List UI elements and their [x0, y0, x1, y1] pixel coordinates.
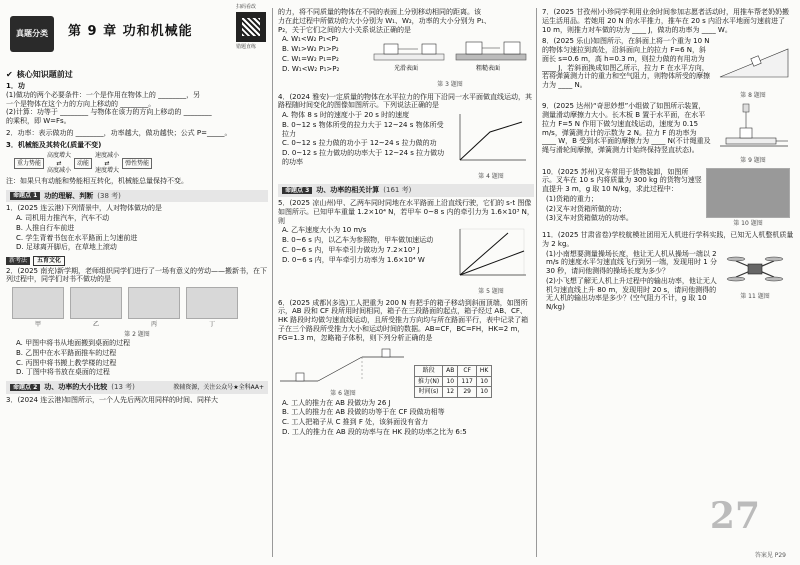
question-4: 4．(2024 雅安)一定质量的物体在水平拉力的作用下沿同一水平面做直线运动，其路程随时间变化的图像如图所示。下列说法正确的是	[278, 92, 532, 110]
table-header: CF	[458, 366, 476, 377]
table-row: 时间(s) 12 29 10	[415, 387, 492, 398]
option: D. 0~12 s 拉力做功的功率大于 12~24 s 拉力做功的功率	[282, 149, 445, 166]
question-3-text: P₂，关于它们之间的大小关系说法正确的是	[278, 25, 412, 34]
topic-1-bar: 命题点 1 功的理解、判断 (38 考)	[6, 190, 268, 203]
topic-2-bar: 命题点 2 功、功率的大小比较 (13 考) 教辅资源，关注公众号★全科AA+	[6, 381, 268, 394]
question-3-figure	[370, 34, 530, 88]
option: C. 0~6 s 内，甲车牵引力做功为 7.2×10³ J	[282, 245, 420, 254]
knowledge-line: (1)做功的两个必要条件：一个是作用在物体上的 ________，另	[6, 90, 201, 99]
question-9: 9．(2025 达州)“奇思妙想”小组做了如图所示装置，测量滑动摩擦力大小。长木板 B 置于水平面，在水平拉力 F=5 N 作用下做匀速直线运动，速度为 0.15 m/s，弹簧测力计的示数为 2 N。拉力 F 的功率为 ____ W，B 受到水平面的摩擦力为 ____ N(不计绳重及绳与滑轮间摩擦，弹簧测力计始终保持竖直状态)。	[542, 102, 711, 154]
question-11: 11．(2025 甘肃省卷)学校航模社团用无人机进行学科实践，已知无人机整机质量为 2 kg。	[542, 231, 794, 248]
figure-caption: 第 2 题图	[124, 330, 150, 338]
question-3: 3．(2024 连云港)如图所示，一个人先后两次用同样的时间、同样大	[6, 395, 218, 404]
knowledge-3-title: 3．机械能及其转化(质量不变)	[6, 140, 102, 149]
table-header: 路段	[415, 366, 443, 377]
figure-caption: 第 6 题图	[330, 390, 356, 397]
qr-label-bottom: 错题直练	[235, 44, 256, 50]
figure-caption: 第 8 题图	[740, 91, 766, 99]
option: A. 乙车速度大小为 10 m/s	[282, 226, 367, 235]
double-arrow-icon: ⇄	[56, 159, 62, 167]
incline-diagram	[716, 37, 792, 81]
figure-label: 粗糙表面	[476, 65, 501, 73]
question-3-text: 力在此过程中所做功的大小分别为 W₁、W₂，功率的大小分别为 P₁、	[278, 16, 491, 25]
page-number: 27	[709, 495, 760, 537]
knowledge-section-heading: ✔ 核心知识题前过	[6, 70, 73, 79]
figure-caption: 第 9 题图	[740, 157, 766, 164]
sub-question: (1)小南想要测量操场长度，他让无人机从操场一端以 2 m/s 的速度水平匀速直线飞行到另一端，发现用时 1 分 30 秒，请问他测得的操场长度为多少？	[546, 249, 717, 275]
scene-image	[70, 287, 122, 319]
question-10-figure	[706, 168, 790, 228]
option: A. 工人的推力在 AB 段做功为 26 J	[282, 398, 391, 407]
figure-caption: 第 3 题图	[437, 81, 463, 88]
figure-panel: 甲	[12, 287, 64, 329]
figure-caption: 第 11 题图	[740, 293, 770, 301]
question-6: 6．(2025 成都)(多选)工人把重为 200 N 有把手的箱子移动到斜面顶端，如图所示，AB 段和 CF 段所用时间相同，箱子在三段路面的起点，箱子经过 AB、CF、HK 路段时均做匀速直线运动，且所受推力方向均与所在路面平行，表中记录了箱子在三个路段所受推力大小和运动时间的数据。AB=CF，BC=FH，HK=2 m，FG=1.3 m，忽略箱子体积，则下列分析正确的是	[278, 298, 529, 342]
column-3	[542, 0, 794, 565]
figure-panel: 乙	[70, 287, 122, 329]
question-8: 8．(2025 乐山)如图所示，在斜面上将一个重为 10 N 的物体匀速拉到高处，沿斜面向上的拉力 F=6 N，斜面长 s=0.6 m，高 h=0.3 m，则拉力做的有用功为 ____ J，若斜面换成如图乙所示，拉力 F 在水平方向，若将弹簧测力计的重力和空气阻力，则物体所受的摩擦力为 ____ N。	[542, 37, 710, 89]
option: B. W₁>W₂ P₁>P₂	[282, 45, 339, 53]
question-2-tags: 新考法 五育文化	[6, 256, 268, 266]
chapter-title: 第 9 章 功和机械能	[68, 24, 193, 39]
tick-icon: ✔	[6, 70, 13, 79]
question-5-figure	[452, 225, 530, 295]
brand-logo: 真题分类	[10, 16, 54, 52]
sub-question: (2)叉车对货箱所做的功；	[546, 204, 626, 213]
question-6-figure	[278, 345, 408, 397]
scene-image	[128, 287, 180, 319]
figure-caption: 第 4 题图	[478, 172, 504, 180]
qr-label-top: 扫码看改	[235, 4, 256, 10]
option: B. 人推自行车前进	[16, 223, 75, 232]
sub-question: (1)货箱的重力；	[546, 194, 598, 203]
option: D. W₁<W₂ P₁>P₂	[282, 64, 340, 73]
sub-question: (3)叉车对货箱做功的功率。	[546, 214, 633, 223]
figure-panel: 丙	[128, 287, 180, 329]
option: D. 工人的推力在 AB 段的功率与在 HK 段的功率之比为 6:5	[282, 427, 467, 436]
knowledge-note: 注：如果只有动能和势能相互转化，机械能总量保持不变。	[6, 176, 188, 185]
column-1	[6, 0, 268, 565]
option: B. 工人的推力在 AB 段做的功等于在 CF 段做功相等	[282, 408, 445, 417]
question-11-figure	[722, 249, 788, 312]
qr-code-icon[interactable]	[236, 12, 266, 42]
option: A. W₁<W₂ P₁<P₂	[282, 35, 339, 44]
figure-panel: 丁	[186, 287, 238, 329]
answer-reference: 答案见 P29	[754, 551, 786, 559]
friction-apparatus-diagram	[716, 102, 792, 152]
knowledge-line: 的乘积，即 W=Fs。	[6, 117, 71, 125]
question-9-figure	[716, 102, 792, 155]
drone-icon	[722, 249, 788, 289]
knowledge-1-title: 1．功	[6, 82, 25, 90]
option: D. 足球离开脚后，在草地上滚动	[16, 243, 117, 252]
option: D. 0~6 s 内，甲车牵引力功率为 1.6×10⁴ W	[282, 255, 425, 264]
option: A. 甲图中将书从地面搬到桌面的过程	[16, 339, 131, 347]
option: C. 学生背着书包在水平路面上匀速前进	[16, 233, 138, 242]
scene-image	[186, 287, 238, 319]
option: C. 0~12 s 拉力做的功小于 12~24 s 拉力做的功	[282, 139, 437, 148]
option: D. 丁图中将书放在桌面的过程	[16, 368, 110, 377]
option: B. 乙图中在水平路面推车的过程	[16, 348, 117, 357]
question-8-figure	[716, 37, 792, 90]
table-header: HK	[476, 366, 491, 377]
figure-caption: 第 10 题图	[733, 219, 763, 227]
column-divider	[536, 8, 537, 557]
question-7: 7．(2025 甘孜州)小珍同学利用业余时间参加志愿者活动时，用推车帮老奶奶搬运生活用品。若她用 20 N 的水平推力，推车在 20 s 内沿水平地面匀速前进了 10 m，则推力对车做的功为 ____ J，做功的功率为 ____ W。	[542, 8, 789, 34]
sub-question: (2)小飞想了解无人机上升过程中的输出功率，他让无人机匀速直线上升 80 m，发现用时 20 s，请问他测得的无人机的输出功率是多少？(空气阻力不计，g 取 10 N/kg)	[546, 276, 717, 311]
option: B. 0~6 s 内，以乙车为参照物，甲车做加速运动	[282, 236, 434, 244]
column-divider	[272, 8, 273, 557]
forklift-photo	[706, 168, 790, 218]
figure-caption: 第 5 题图	[478, 288, 504, 295]
knowledge-line: (2)计算：功等于 ________ 与物体在该力的方向上移动的 ________	[6, 108, 212, 117]
question-4-figure	[452, 110, 530, 180]
option: C. 丙图中将书搬上教学楼的过程	[16, 358, 117, 367]
option: A. 司机用力推汽车，汽车不动	[16, 214, 110, 222]
question-3-text: 的力，将不同质量的物体在不同的表面上分别移动相同的距离。该	[278, 8, 481, 16]
question-10: 10．(2025 苏州)叉车常用于货物装卸，如图所示。叉车在 10 s 内将质量为 300 kg 的货物匀速竖直提升 3 m，g 取 10 N/kg，求此过程中：	[542, 167, 702, 193]
s-t-graph	[452, 110, 530, 168]
table-header: AB	[443, 366, 458, 377]
surfaces-diagram	[370, 34, 530, 76]
table-row: 推力(N) 10 117 10	[415, 376, 492, 387]
topic-3-bar: 命题点 3 功、功率的相关计算 (161 考)	[278, 184, 534, 197]
scene-image	[12, 287, 64, 319]
knowledge-2: 2．功率：表示做功的 ________，功率越大，做功越快；公式 P=_____。	[6, 128, 232, 137]
figure-label: 光滑表面	[394, 65, 419, 73]
chapter-header	[6, 6, 268, 66]
option: A. 物体 8 s 时的速度小于 20 s 时的速度	[282, 111, 410, 119]
double-arrow-icon: ⇄	[104, 159, 110, 167]
s-t-graph	[452, 225, 530, 283]
ramp-diagram	[278, 345, 408, 385]
data-table	[414, 365, 492, 398]
question-5: 5．(2025 凉山州)甲、乙两车同时同地在水平路面上沿直线行驶，它们的 s-t 图像如图所示。已知甲车重量 1.2×10⁴ N，若甲车 0~8 s 内的牵引力为 1.6×10³ N，则	[278, 199, 534, 225]
energy-conversion-diagram: 重力势能 高度增大 ⇄ 高度减小 动能 速度减小 ⇄ 速度增大 弹性势能	[14, 152, 268, 175]
knowledge-line: 一个是物体在这个力的方向上移动的 ________。	[6, 99, 156, 108]
option: B. 0~12 s 物体所受的拉力大于 12~24 s 物体所受拉力	[282, 120, 444, 138]
question-1: 1．(2025 连云港)下列情景中，人对物体做功的是	[6, 204, 162, 213]
question-2: 2．(2025 南充)新学期，老师组织同学们进行了一场有意义的劳动——搬新书，在下列过程中，同学们对书不做功的是	[6, 266, 267, 284]
option: C. W₁=W₂ P₁=P₂	[282, 54, 339, 63]
option: C. 工人把箱子从 C 推到 F 处，该斜面没有省力	[282, 418, 429, 426]
column-2	[278, 0, 534, 565]
question-2-figure	[12, 287, 268, 329]
